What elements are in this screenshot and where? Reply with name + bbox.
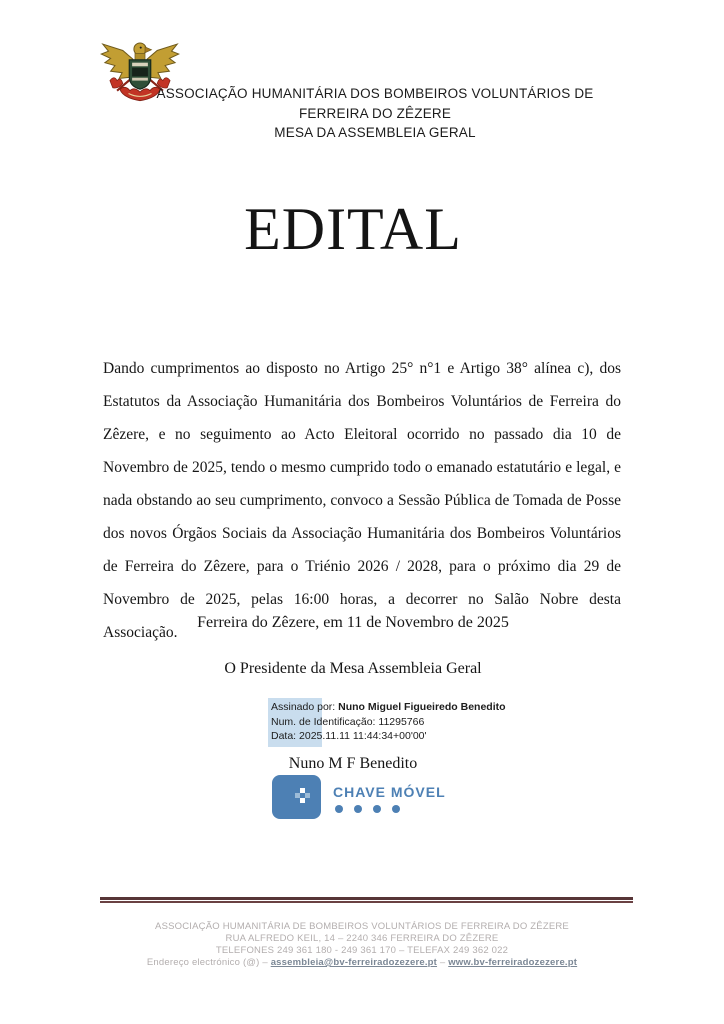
footer-block (97, 921, 627, 969)
org-name-line1: ASSOCIAÇÃO HUMANITÁRIA DOS BOMBEIROS VOLUNTÁRIOS DE (156, 86, 594, 101)
chave-movel-crescent-icon (272, 775, 321, 819)
footer-website-link[interactable]: www.bv-ferreiradozezere.pt (448, 957, 578, 968)
dot (335, 805, 343, 813)
org-unit-line: MESA DA ASSEMBLEIA GERAL (274, 125, 476, 140)
signature-name: Nuno M F Benedito (288, 755, 418, 772)
dot (354, 805, 362, 813)
document-title: EDITAL (244, 196, 462, 262)
signed-by-name: Nuno Miguel Figueiredo Benedito (338, 701, 506, 713)
place-date-line: Ferreira do Zêzere, em 11 de Novembro de 2025 (197, 614, 509, 631)
chave-movel-dots (333, 805, 446, 813)
dot (373, 805, 381, 813)
signature-id-line: Num. de Identificação: 11295766 (271, 715, 425, 728)
footer-divider-rule (100, 897, 633, 903)
footer-email-prefix: Endereço electrónico (@) – (146, 957, 271, 968)
body-paragraph: Dando cumprimentos ao disposto no Artigo 25° n°1 e Artigo 38° alínea c), dos Estatutos da Associação Humanitária dos Bombeiros Voluntários de Ferreira do Zêzere, e no seguimento ao Acto Eleitoral ocorrido no passado dia 10 de Novembro de 2025, tendo o mesmo cumprido todo o emanado estatutário e legal, e nada obstando ao seu cumprimento, convoco a Sessão Pública de Tomada de Posse dos novos Órgãos Sociais da Associação Humanitária dos Bombeiros Voluntários de Ferreira do Zêzere, para o Triénio 2026 / 2028, para o próximo dia 29 de Novembro de 2025, pelas 16:00 horas, a decorrer no Salão Nobre desta Associação. (103, 360, 621, 641)
chave-movel-wordmark (333, 775, 446, 813)
signature-date-line: Data: 2025.11.11 11:44:34+00'00' (271, 730, 427, 742)
org-name-line2: FERREIRA DO ZÊZERE (298, 105, 452, 121)
footer-org-line: ASSOCIAÇÃO HUMANITÁRIA DE BOMBEIROS VOLUNTÁRIOS DE FERREIRA DO ZÊZERE (155, 921, 569, 932)
letterhead (130, 84, 620, 143)
digital-signature-block (271, 700, 506, 744)
signed-by-line (271, 700, 506, 715)
footer-contacts-line (97, 957, 627, 969)
footer-phones-line: TELEFONES 249 361 180 - 249 361 170 – TELEFAX 249 362 022 (215, 945, 509, 956)
footer-links-separator: – (437, 957, 449, 968)
chave-movel-label: CHAVE MÓVEL (333, 784, 446, 800)
chave-movel-logo (272, 775, 446, 819)
footer-address-line: RUA ALFREDO KEIL, 14 – 2240 346 FERREIRA DO ZÊZERE (225, 933, 499, 944)
dot (392, 805, 400, 813)
signed-by-label: Assinado por: (271, 701, 339, 713)
footer-email-link[interactable]: assembleia@bv-ferreiradozezere.pt (270, 957, 438, 968)
signatory-role-line: O Presidente da Mesa Assembleia Geral (224, 660, 482, 677)
